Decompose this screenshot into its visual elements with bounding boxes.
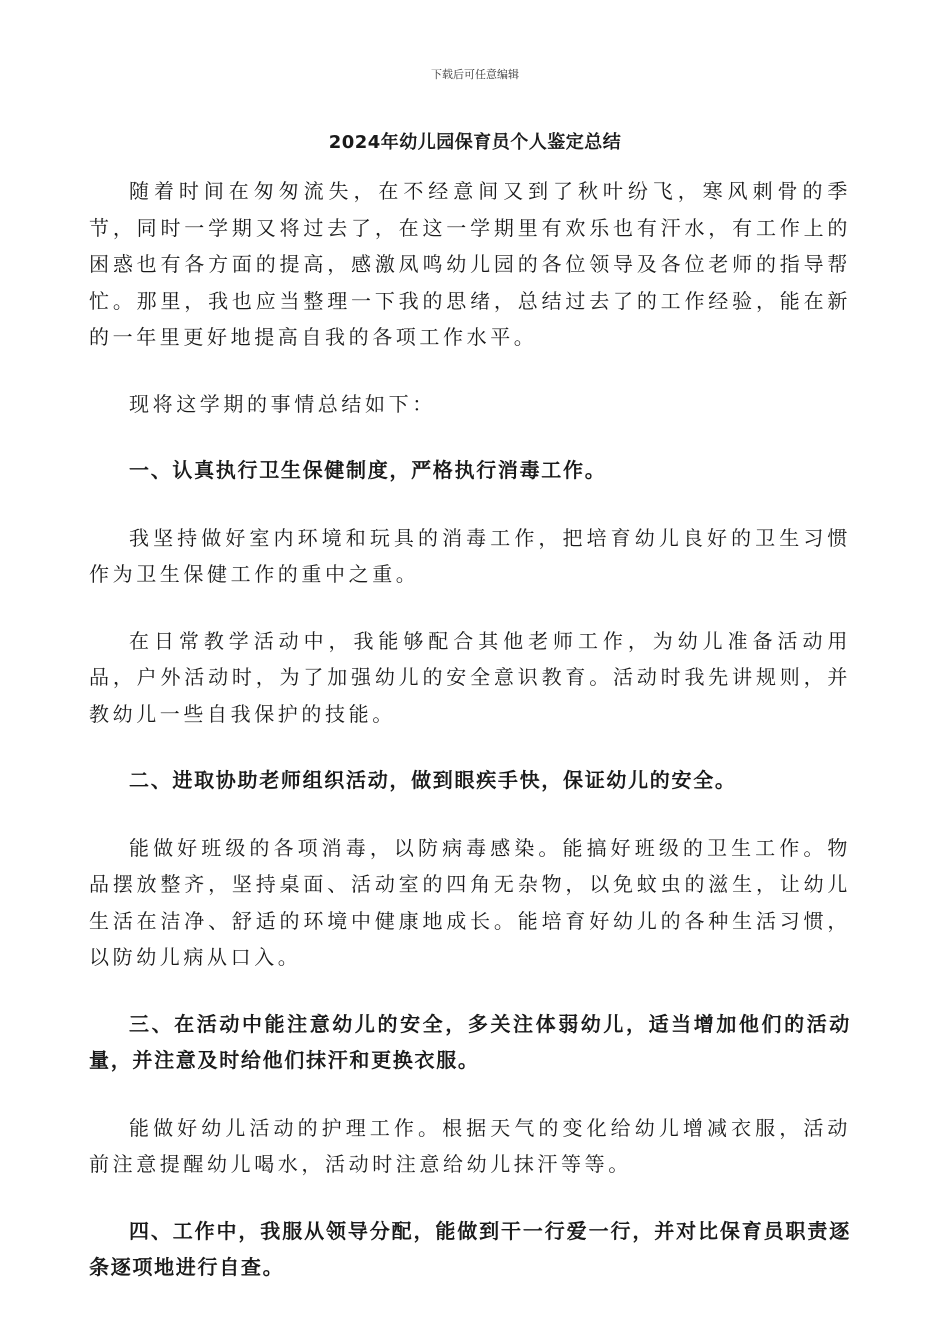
section-heading-2: 二、进取协助老师组织活动，做到眼疾手快，保证幼儿的安全。 (129, 768, 737, 792)
document-title: 2024年幼儿园保育员个人鉴定总结 (328, 132, 622, 153)
paragraph-daily-activities: 在日常教学活动中，我能够配合其他老师工作，为幼儿准备活动用品，户外活动时，为了加强幼儿的安全意识教育。活动时我先讲规则，并教幼儿一些自我保护的技能。 (89, 628, 851, 726)
section-heading-3: 三、在活动中能注意幼儿的安全，多关注体弱幼儿，适当增加他们的活动量，并注意及时给他们抹汗和更换衣服。 (89, 1011, 851, 1072)
section-heading-4: 四、工作中，我服从领导分配，能做到干一行爱一行，并对比保育员职责逐条逐项地进行自查。 (89, 1218, 851, 1279)
paragraph-intro: 随着时间在匆匆流失，在不经意间又到了秋叶纷飞，寒风刺骨的季节，同时一学期又将过去了，在这一学期里有欢乐也有汗水，有工作上的困惑也有各方面的提高，感激凤鸣幼儿园的各位领导及各位老师的指导帮忙。那里，我也应当整理一下我的思绪，总结过去了的工作经验，能在新的一年里更好地提高自我的各项工作水平。 (89, 179, 851, 349)
document-body (89, 173, 851, 1317)
page-header: 下载后可任意编辑 (431, 68, 519, 81)
paragraph-activity-care: 能做好幼儿活动的护理工作。根据天气的变化给幼儿增减衣服，活动前注意提醒幼儿喝水，活动时注意给幼儿抹汗等等。 (89, 1115, 851, 1176)
paragraph-disinfection: 我坚持做好室内环境和玩具的消毒工作，把培育幼儿良好的卫生习惯作为卫生保健工作的重中之重。 (89, 525, 851, 586)
paragraph-summary-lead: 现将这学期的事情总结如下： (129, 391, 436, 416)
paragraph-class-hygiene: 能做好班级的各项消毒，以防病毒感染。能搞好班级的卫生工作。物品摆放整齐，坚持桌面、活动室的四角无杂物，以免蚊虫的滋生，让幼儿生活在洁净、舒适的环境中健康地成长。能培育好幼儿的各种生活习惯，以防幼儿病从口入。 (89, 835, 851, 969)
section-heading-1: 一、认真执行卫生保健制度，严格执行消毒工作。 (129, 458, 607, 482)
